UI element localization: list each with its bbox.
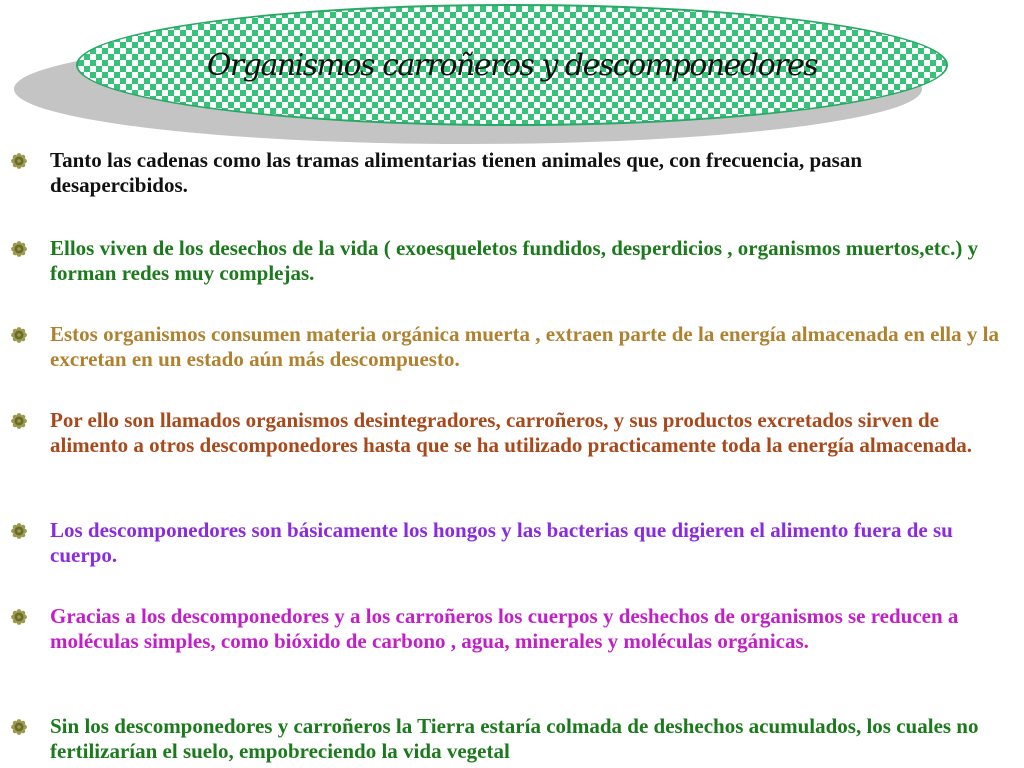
bullet-item bbox=[50, 604, 1000, 654]
bullet-item bbox=[50, 236, 1000, 286]
bullet-text: Ellos viven de los desechos de la vida ( exoesqueletos fundidos, desperdicios , organismos muertos,etc.) y forman redes muy complejas. bbox=[50, 236, 979, 285]
bullet-item bbox=[50, 408, 1000, 458]
gear-flower-icon bbox=[10, 412, 28, 430]
bullet-text: Gracias a los descomponedores y a los carroñeros los cuerpos y deshechos de organismos se reducen a moléculas simples, como bióxido de carbono , agua, minerales y moléculas orgánicas. bbox=[50, 604, 959, 653]
bullet-text: Por ello son llamados organismos desintegradores, carroñeros, y sus productos excretados sirven de alimento a otros descomponedores hasta que se ha utilizado practicamente toda la energía almacenada. bbox=[50, 408, 973, 457]
page-title: Organismos carroñeros y descomponedores bbox=[206, 48, 818, 83]
bullet-text: Los descomponedores son básicamente los hongos y las bacterias que digieren el alimento fuera de su cuerpo. bbox=[50, 518, 953, 567]
bullet-item bbox=[50, 148, 1000, 198]
bullet-text: Estos organismos consumen materia orgánica muerta , extraen parte de la energía almacenada en ella y la excretan en un estado aún más descompuesto. bbox=[50, 322, 999, 371]
bullet-item bbox=[50, 322, 1000, 372]
gear-flower-icon bbox=[10, 326, 28, 344]
gear-flower-icon bbox=[10, 152, 28, 170]
bullet-text: Tanto las cadenas como las tramas alimentarias tienen animales que, con frecuencia, pasan desapercibidos. bbox=[50, 148, 862, 197]
bullet-item bbox=[50, 714, 1000, 764]
gear-flower-icon bbox=[10, 718, 28, 736]
gear-flower-icon bbox=[10, 240, 28, 258]
title-banner bbox=[0, 0, 1024, 140]
bullet-text: Sin los descomponedores y carroñeros la Tierra estaría colmada de deshechos acumulados, los cuales no fertilizarían el suelo, empobreciendo la vida vegetal bbox=[50, 714, 979, 763]
gear-flower-icon bbox=[10, 522, 28, 540]
bullet-item bbox=[50, 518, 1000, 568]
gear-flower-icon bbox=[10, 608, 28, 626]
